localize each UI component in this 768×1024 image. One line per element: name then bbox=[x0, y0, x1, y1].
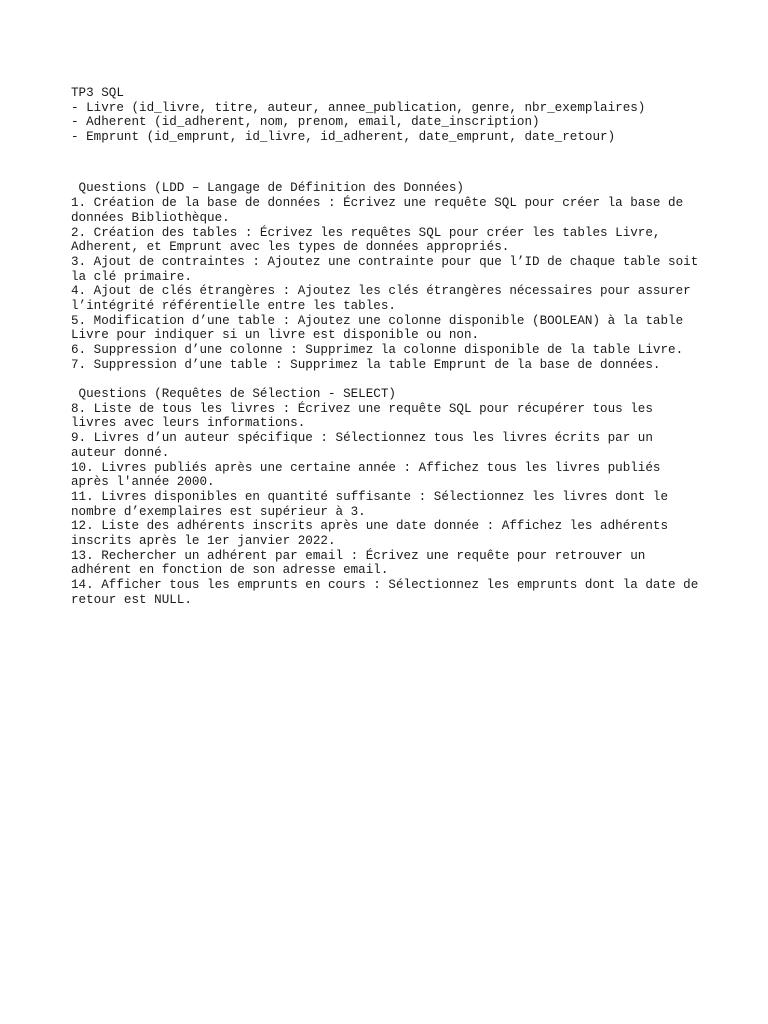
question-line: 7. Suppression d’une table : Supprimez la table Emprunt de la base de données. bbox=[71, 357, 661, 372]
question-line: 2. Création des tables : Écrivez les requêtes SQL pour créer les tables Livre, bbox=[71, 225, 661, 240]
question-line: Livre pour indiquer si un livre est disponible ou non. bbox=[71, 328, 480, 343]
spacer bbox=[71, 167, 731, 182]
question-line: inscrits après le 1er janvier 2022. bbox=[71, 533, 336, 548]
question-line: retour est NULL. bbox=[71, 592, 192, 607]
table-def-adherent: - Adherent (id_adherent, nom, prenom, email, date_inscription) bbox=[71, 115, 540, 130]
question-line: Adherent, et Emprunt avec les types de données appropriés. bbox=[71, 240, 510, 255]
question-line: 12. Liste des adhérents inscrits après une date donnée : Affichez les adhérents bbox=[71, 519, 669, 534]
question-line: 4. Ajout de clés étrangères : Ajoutez les clés étrangères nécessaires pour assurer bbox=[71, 284, 691, 299]
spacer bbox=[71, 372, 731, 387]
question-line: livres avec leurs informations. bbox=[71, 416, 306, 431]
question-line: 3. Ajout de contraintes : Ajoutez une contrainte pour que l’ID de chaque table soit bbox=[71, 254, 699, 269]
question-line: 10. Livres publiés après une certaine année : Affichez tous les livres publiés bbox=[71, 460, 661, 475]
question-line: 8. Liste de tous les livres : Écrivez une requête SQL pour récupérer tous les bbox=[71, 401, 653, 416]
spacer bbox=[71, 145, 731, 167]
question-line: 9. Livres d’un auteur spécifique : Sélectionnez tous les livres écrits par un bbox=[71, 431, 653, 446]
question-line: l’intégrité référentielle entre les tables. bbox=[71, 298, 396, 313]
question-line: la clé primaire. bbox=[71, 269, 192, 284]
question-line: 1. Création de la base de données : Écrivez une requête SQL pour créer la base de bbox=[71, 196, 684, 211]
document-title: TP3 SQL bbox=[71, 86, 124, 100]
question-line: 5. Modification d’une table : Ajoutez une colonne disponible (BOOLEAN) à la table bbox=[71, 313, 684, 328]
section-ldd-title: Questions (LDD – Langage de Définition des Données) bbox=[71, 181, 464, 196]
question-line: 11. Livres disponibles en quantité suffisante : Sélectionnez les livres dont le bbox=[71, 489, 669, 504]
question-line: adhérent en fonction de son adresse email. bbox=[71, 563, 389, 578]
question-line: 14. Afficher tous les emprunts en cours : Sélectionnez les emprunts dont la date de bbox=[71, 578, 699, 592]
document-body bbox=[71, 86, 731, 607]
table-def-emprunt: - Emprunt (id_emprunt, id_livre, id_adherent, date_emprunt, date_retour) bbox=[71, 130, 616, 145]
section-select-title: Questions (Requêtes de Sélection - SELECT) bbox=[71, 387, 396, 402]
question-line: données Bibliothèque. bbox=[71, 210, 230, 225]
question-line: après l'année 2000. bbox=[71, 475, 215, 490]
question-line: 6. Suppression d’une colonne : Supprimez la colonne disponible de la table Livre. bbox=[71, 343, 684, 357]
question-line: 13. Rechercher un adhérent par email : Écrivez une requête pour retrouver un bbox=[71, 548, 646, 563]
question-line: auteur donné. bbox=[71, 445, 170, 460]
table-def-livre: - Livre (id_livre, titre, auteur, annee_publication, genre, nbr_exemplaires) bbox=[71, 100, 646, 115]
question-line: nombre d’exemplaires est supérieur à 3. bbox=[71, 504, 366, 519]
